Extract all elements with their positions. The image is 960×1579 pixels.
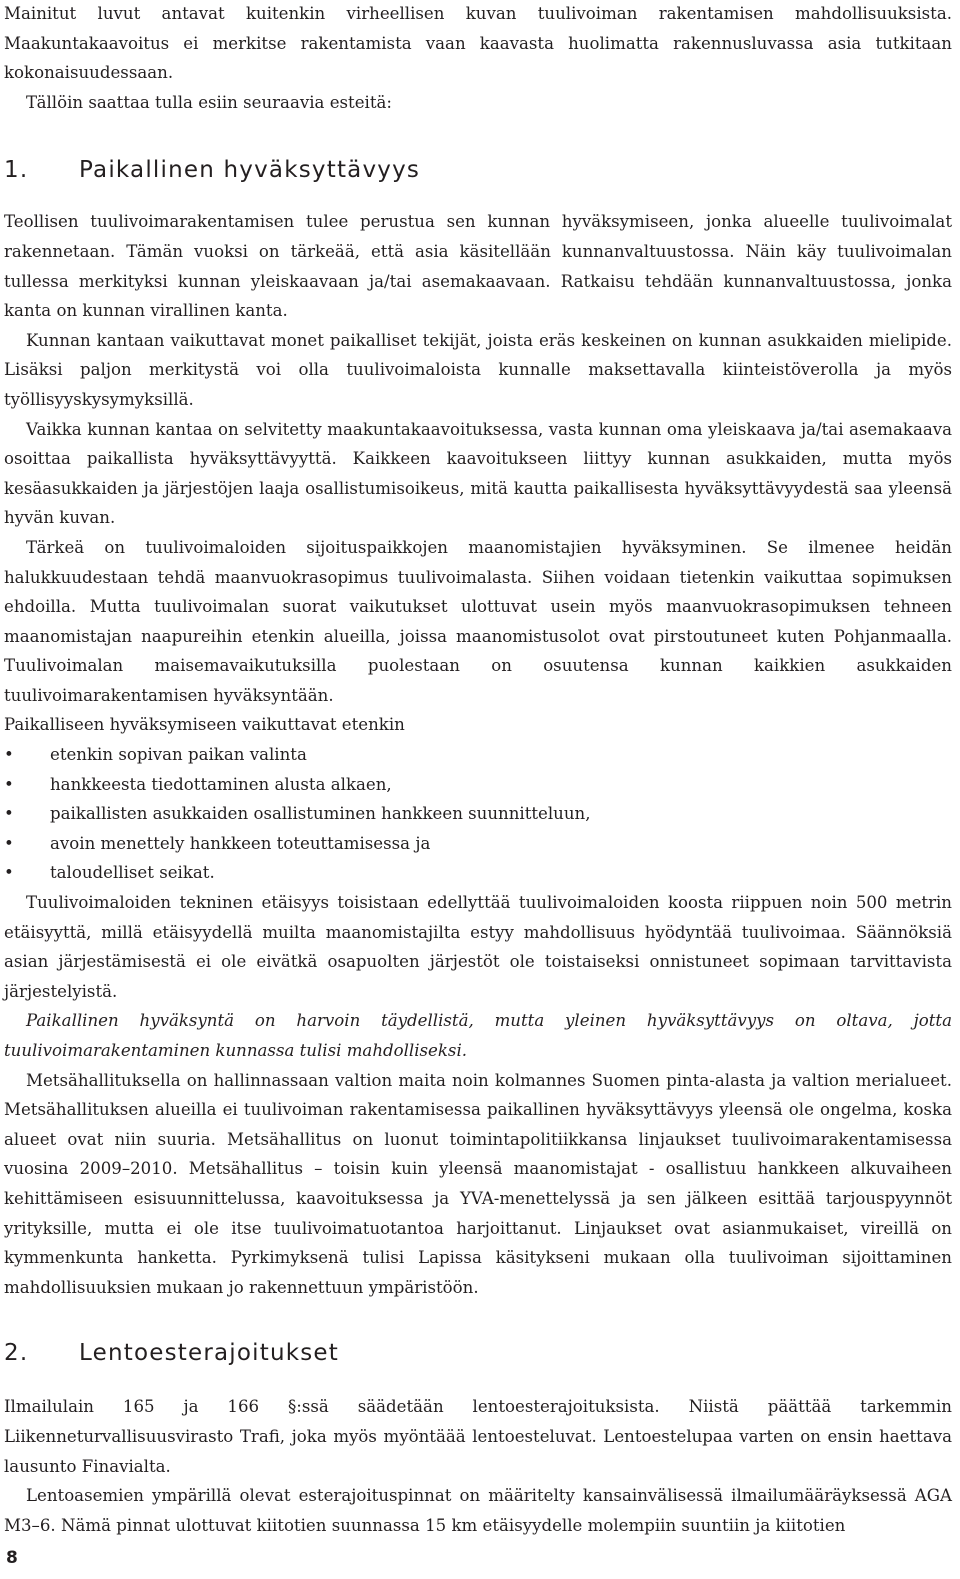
section-2-paragraph: Ilmailulain 165 ja 166 §:ssä säädetään lentoesterajoituksista. Niistä päättää tarkemmin Liikenneturvallisuusvirasto Trafi, joka myös myöntäää lentoesteluvat. Lentoestelupaa varten on ensin haettava lausunto Finavialta.: [4, 1397, 952, 1476]
section-1-paragraph: Tuulivoimaloiden tekninen etäisyys toisistaan edellyttää tuulivoimaloiden koosta riippuen noin 500 metrin etäisyyttä, millä etäisyydellä muilta maanomistajilta estyy mahdollisuus hyödyntää tuulivoimaa. Säännöksiä asian järjestämisestä ei ole eivätkä osapuolten järjestöt ole toistaiseksi onnistuneet sopimaan tarvittavista järjestelyistä.: [4, 893, 952, 1001]
intro-paragraph: Mainitut luvut antavat kuitenkin virheellisen kuvan tuulivoiman rakentamisen mahdollisuuksista. Maakuntakaavoitus ei merkitse rakentamista vaan kaavasta huolimatta rakennusluvassa asia tutkitaan kokonaisuudessaan.: [4, 4, 952, 83]
page-number: 8: [6, 1548, 18, 1568]
list-intro: Paikalliseen hyväksymiseen vaikuttavat etenkin: [4, 715, 405, 735]
section-2-number: 2.: [4, 1340, 29, 1367]
section-1-paragraph: Kunnan kantaan vaikuttavat monet paikalliset tekijät, joista eräs keskeinen on kunnan asukkaiden mielipide. Lisäksi paljon merkitystä voi olla tuulivoimaloista kunnalle maksettavalla kiinteistöverolla ja myös työllisyyskysymyksillä.: [4, 330, 952, 409]
section-1-paragraph: Tärkeä on tuulivoimaloiden sijoituspaikkojen maanomistajien hyväksyminen. Se ilmenee heidän halukkuudestaan tehdä maanvuokrasopimus tuulivoimalasta. Siihen voidaan tietenkin vaikuttaa sopimuksen ehdoilla. Mutta tuulivoimalan suorat vaikutukset ulottuvat usein myös maanvuokrasopimuksen tehneen maanomistajan naapureihin etenkin alueilla, joissa maanomistusolot ovat pirstoutuneet kuten Pohjanmaalla. Tuulivoimalan maisemavaikutuksilla puolestaan on osuutensa kunnan kaikkien asukkaiden tuulivoimarakentamisen hyväksyntään.: [4, 537, 952, 705]
section-1-paragraph: Teollisen tuulivoimarakentamisen tulee perustua sen kunnan hyväksymiseen, jonka alueelle tuulivoimalat rakennetaan. Tämän vuoksi on tärkeää, että asia käsitellään kunnanvaltuustossa. Näin käy tuulivoimalan tullessa merkityksi kunnan yleiskaavaan ja/tai asemakaavaan. Ratkaisu tehdään kunnanvaltuustossa, jonka kanta on kunnan virallinen kanta.: [4, 212, 952, 321]
section-1-paragraph: Vaikka kunnan kantaa on selvitetty maakuntakaavoituksessa, vasta kunnan oma yleiskaava ja/tai asemakaava osoittaa paikallista hyväksyttävyyttä. Kaikkeen kaavoitukseen liittyy kunnan asukkaiden, mutta myös kesäasukkaiden ja järjestöjen laaja osallistumisoikeus, mitä kautta paikallisesta hyväksyttävyydestä saa yleensä hyvän kuvan.: [4, 419, 952, 528]
section-1-heading: [4, 157, 952, 183]
acceptance-factors-list: [4, 740, 952, 888]
section-1-paragraph: Metsähallituksella on hallinnassaan valtion maita noin kolmannes Suomen pinta-alasta ja valtion merialueet. Metsähallituksen alueilla ei tuulivoiman rakentamisessa paikallinen hyväksyttävyys yleensä ole ongelma, koska alueet ovat niin suuria. Metsähallitus on luonut toimintapolitiikkansa linjaukset tuulivoimarakentamisessa vuosina 2009–2010. Metsähallitus – toisin kuin yleensä maanomistajat - osallistuu hankkeen alkuvaiheen kehittämiseen esisuunnittelussa, kaavoituksessa ja YVA-menettelyssä ja sen jälkeen esittää tarjouspyynnöt yrityksille, mutta ei ole itse tuulivoimatuotantoa harjoittanut. Linjaukset ovat asianmukaiset, vireillä on kymmenkunta hanketta. Pyrkimyksenä tulisi Lapissa käsitykseni mukaan olla tuulivoiman sijoittaminen mahdollisuuksien mukaan jo rakennettuun ympäristöön.: [4, 1070, 952, 1297]
italic-conclusion: Paikallinen hyväksyntä on harvoin täydellistä, mutta yleinen hyväksyttävyys on oltava, jotta tuulivoimarakentaminen kunnassa tulisi mahdolliseksi.: [4, 1011, 952, 1060]
list-item: • etenkin sopivan paikan valinta: [4, 740, 952, 770]
list-item: • paikallisten asukkaiden osallistuminen hankkeen suunnitteluun,: [4, 799, 952, 829]
section-1-title: Paikallinen hyväksyttävyys: [79, 157, 421, 184]
list-item: • hankkeesta tiedottaminen alusta alkaen,: [4, 770, 952, 800]
intro-lead-in: Tällöin saattaa tulla esiin seuraavia esteitä:: [26, 92, 392, 112]
section-2-paragraph: Lentoasemien ympärillä olevat esterajoituspinnat on määritelty kansainvälisessä ilmailumääräyksessä AGA M3–6. Nämä pinnat ulottuvat kiitotien suunnassa 15 km etäisyydelle molempiin suuntiin ja kiitotien: [4, 1486, 952, 1535]
list-item: • avoin menettely hankkeen toteuttamisessa ja: [4, 829, 952, 859]
list-item: • taloudelliset seikat.: [4, 858, 952, 888]
document-page: [4, 0, 952, 1540]
section-2-title: Lentoesterajoitukset: [79, 1340, 339, 1367]
section-2-heading: [4, 1340, 952, 1366]
section-1-number: 1.: [4, 157, 29, 184]
